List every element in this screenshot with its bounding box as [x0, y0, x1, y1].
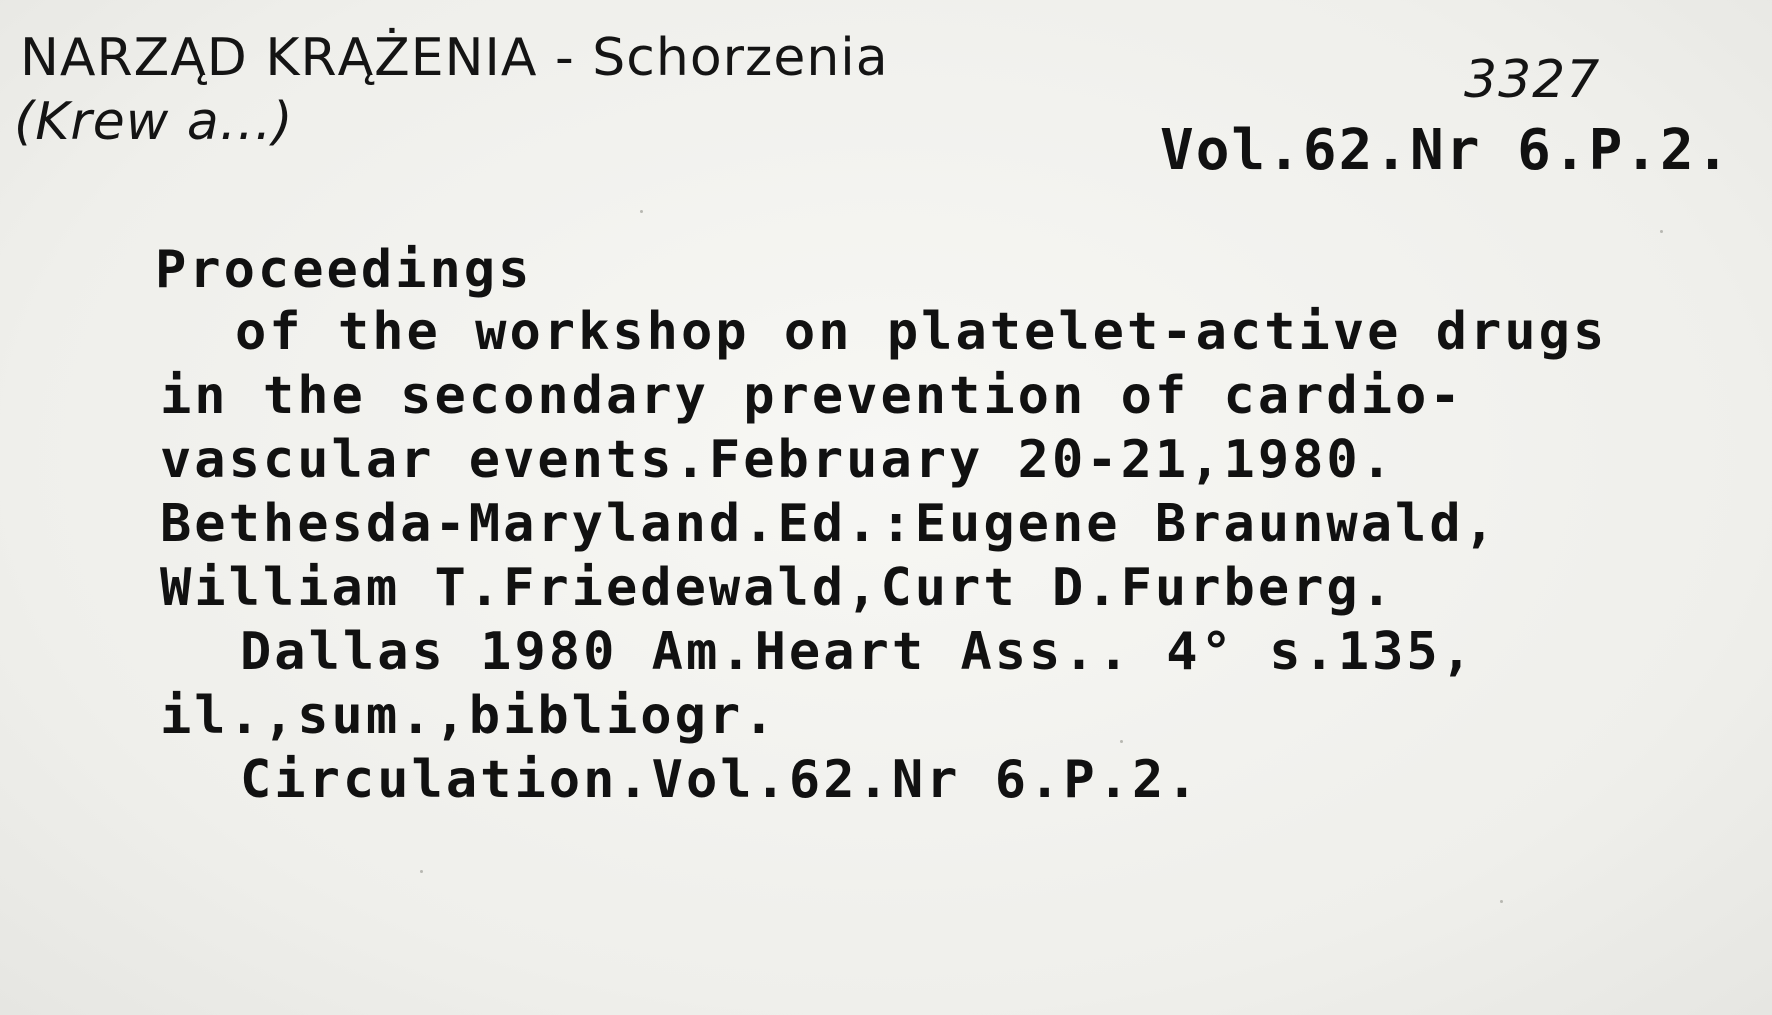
- subject-subheading: (Krew a...): [14, 92, 294, 152]
- record-line: Bethesda-Maryland.Ed.:Eugene Braunwald,: [160, 494, 1498, 554]
- paper-speck: [1500, 900, 1503, 903]
- record-line: of the workshop on platelet-active drugs: [235, 302, 1608, 362]
- shelf-mark: Vol.62.Nr 6.P.2.: [1160, 118, 1732, 183]
- paper-speck: [640, 210, 643, 213]
- record-line: William T.Friedewald,Curt D.Furberg.: [160, 558, 1396, 618]
- paper-speck: [1120, 740, 1123, 743]
- record-line: vascular events.February 20-21,1980.: [160, 430, 1396, 490]
- record-line-imprint: Dallas 1980 Am.Heart Ass.. 4° s.135,: [240, 622, 1476, 682]
- paper-speck: [420, 870, 423, 873]
- record-line: in the secondary prevention of cardio-: [160, 366, 1464, 426]
- record-line: il.,sum.,bibliogr.: [160, 686, 778, 746]
- record-line-series: Circulation.Vol.62.Nr 6.P.2.: [240, 750, 1201, 810]
- paper-speck: [1660, 230, 1663, 233]
- accession-number: 3327: [1464, 50, 1601, 110]
- subject-heading: NARZĄD KRĄŻENIA - Schorzenia: [20, 28, 889, 88]
- record-line-title: Proceedings: [155, 240, 533, 300]
